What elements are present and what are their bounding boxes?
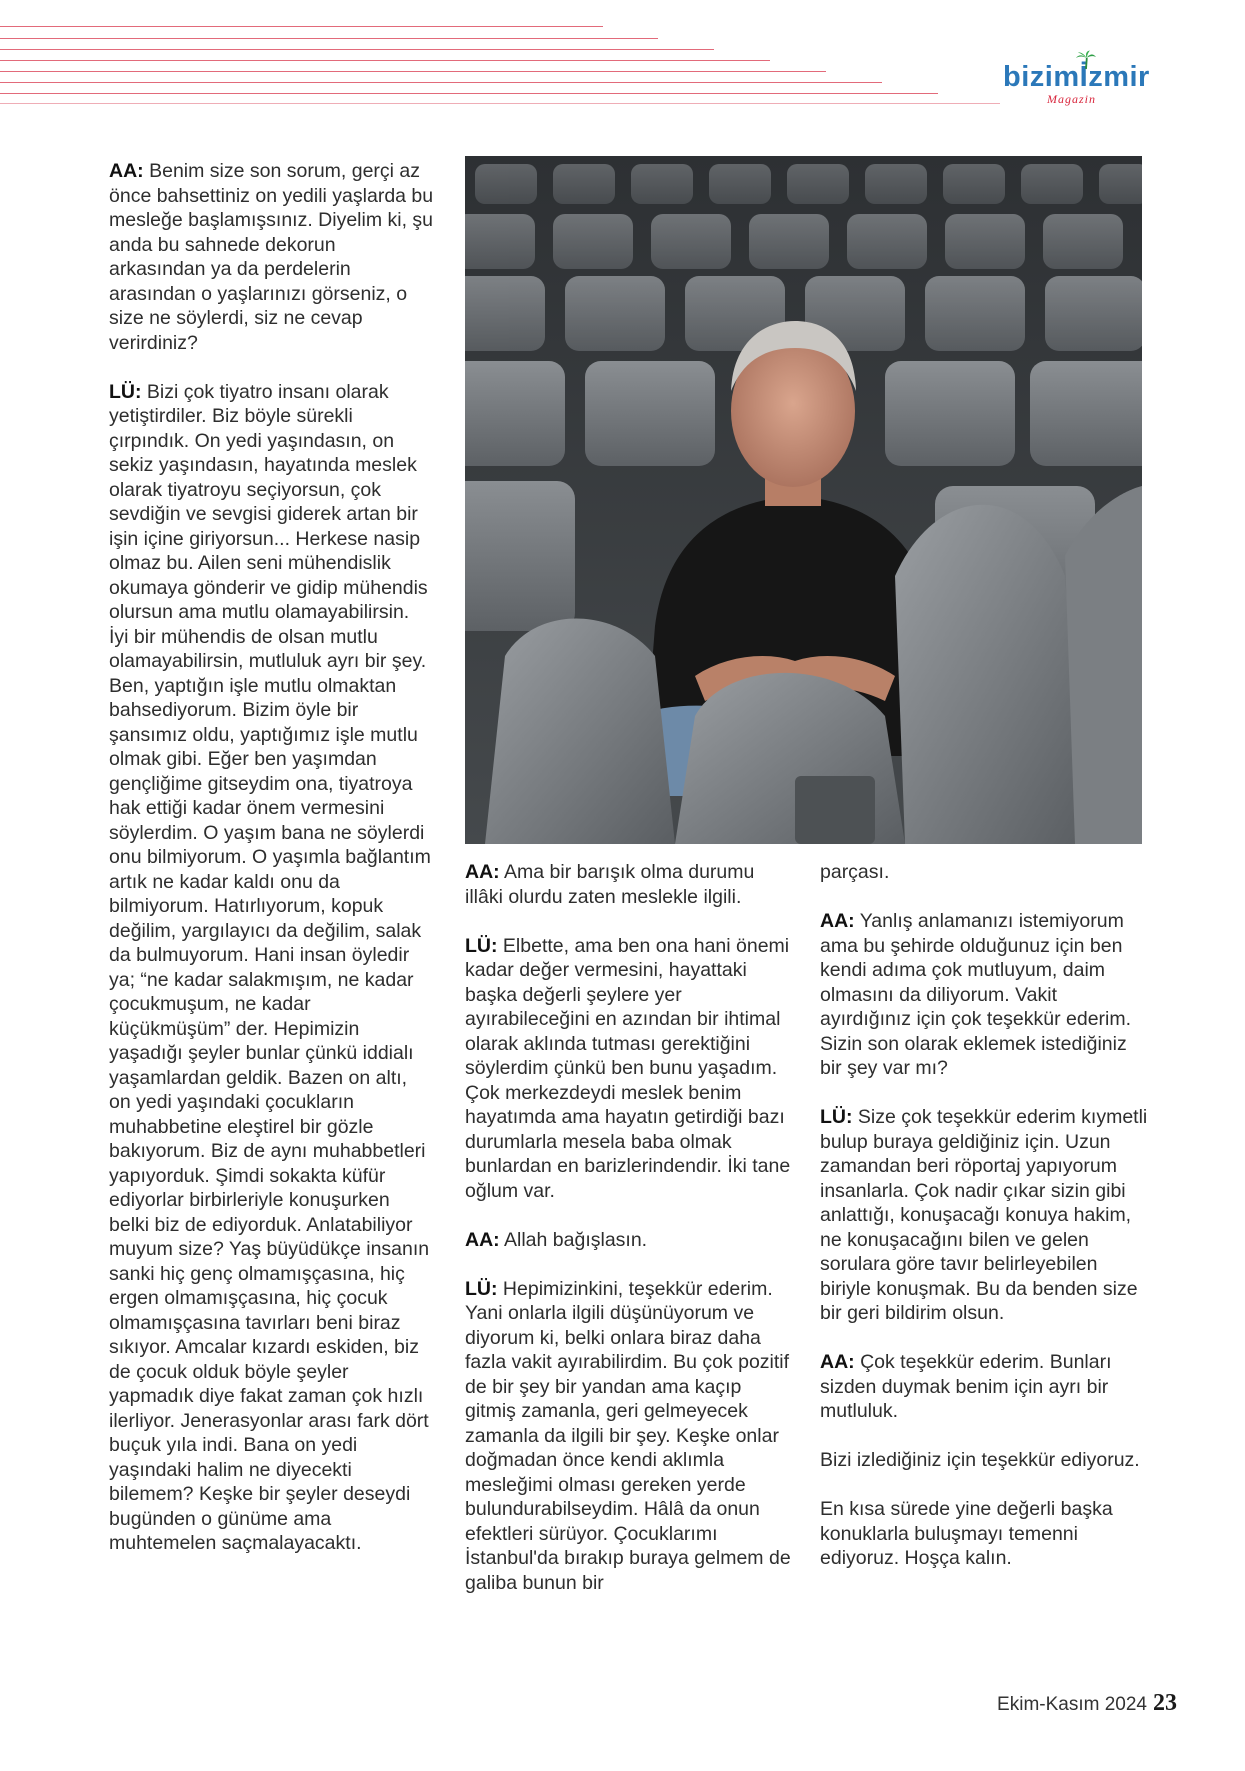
page-number: 23: [1153, 1690, 1177, 1716]
article-column-2: [465, 860, 795, 1595]
paragraph: [820, 860, 1150, 885]
paragraph-text: Bizi çok tiyatro insanı olarak yetiştirdiler. Biz böyle sürekli çırpındık. On yedi yaşındasın, on sekiz yaşındasın, hayatında meslek olarak tiyatroyu seçiyorsun, çok sevdiğin ve sevgisi giderek artan bir işin içine giriyorsun... Herkese nasip olmaz bu. Ailen seni mühendislik okumaya gönderir ve gidip mühendis olursun ama mutlu olamayabilirsin. İyi bir mühendis de olsan mutlu olamayabilirsin, mutluluk ayrı bir şey. Ben, yaptığın işle mutlu olmaktan bahsediyorum. Bizim öyle bir şansımız oldu, yaptığımız işle mutlu olmak gibi. Eğer ben yaşımdan gençliğime gitseydim ona, tiyatroya hak ettiği kadar önem vermesini söylerdim. O yaşım bana ne söylerdi onu bilmiyorum. O yaşımla bağlantım artık ne kadar kaldı onu da bilmiyorum. Hatırlıyorum, kopuk değilim, yargılayıcı da değilim, salak da bulmuyorum. Hani insan öyledir ya; “ne kadar salakmışım, ne kadar çocukmuşum, ne kadar küçükmüşüm” der. Hepimizin yaşadığı şeyler bunlar çünkü iddialı yaşamlardan geldik. Bazen on altı, on yedi yaşındaki çocukların muhabbetine eleştirel bir gözle bakıyorum. Biz de aynı muhabbetleri yapıyorduk. Şimdi sokakta küfür ediyorlar birbirleriyle konuşurken belki biz de ediyorduk. Anlatabiliyor muyum size? Yaş büyüdükçe insanın sanki hiç genç olmamışçasına, hiç ergen olmamışçasına, hiç çocuk olmamışçasına tavırları beni biraz sıkıyor. Amcalar kızardı eskiden, biz de çocuk olduk böyle şeyler yapmadık diye fakat zaman çok hızlı ilerliyor. Jenerasyonlar arası fark dört buçuk yıla indi. Bana on yedi yaşındaki halim ne diyecekti bilemem? Keşke bir şeyler deseydi bugünden o günüme ama muhtemelen saçmalayacaktı.: [109, 380, 431, 1554]
paragraph-text: Çok teşekkür ederim. Bunları sizden duymak benim için ayrı bir mutluluk.: [820, 1351, 1112, 1422]
paragraph-text: parçası.: [820, 861, 890, 883]
speaker-label: AA:: [820, 910, 855, 932]
paragraph: [465, 860, 795, 909]
page-footer: [997, 1690, 1177, 1717]
stripe: [0, 82, 882, 83]
stripe: [0, 93, 938, 94]
speaker-label: AA:: [109, 160, 144, 182]
article-column-3: [820, 860, 1150, 1571]
stripe: [0, 38, 658, 39]
paragraph-text: Size çok teşekkür ederim kıymetli bulup buraya geldiğiniz için. Uzun zamandan beri röportaj yapıyorum insanlarla. Çok nadir çıkar sizin gibi anlattığı, konuşacağı konuya hakim, ne konuşacağını bilen ve gelen sorulara göre tavır belirleyebilen biriyle konuşmak. Bu da benden size bir geri bildirim olsun.: [820, 1106, 1148, 1324]
paragraph: [109, 380, 434, 1556]
speaker-label: AA:: [465, 861, 500, 883]
palm-tree-icon: [1075, 50, 1097, 70]
speaker-label: AA:: [820, 1351, 855, 1373]
paragraph: [820, 1448, 1150, 1473]
stripe: [0, 49, 714, 50]
logo-i: [1080, 62, 1089, 92]
paragraph-text: Hepimizinkini, teşekkür ederim. Yani onlarla ilgili düşünüyorum ve diyorum ki, belki onlara biraz daha fazla vakit ayırabilirdim. Bu çok pozitif de bir şey bir yandan ama kaçıp gitmiş zamanla, geri gelmeyecek zamanla da ilgili bir şey. Keşke onlar doğmadan önce kendi aklımla mesleğimi olması gereken yerde bulundurabilseydim. Hâlâ da onun efektleri sürüyor. Çocuklarımı İstanbul'da bırakıp buraya gelmem de galiba bunun bir: [465, 1277, 791, 1594]
paragraph-text: Allah bağışlasın.: [499, 1228, 648, 1251]
stripe: [0, 60, 770, 61]
stripe: [0, 103, 1000, 104]
paragraph: [465, 1277, 795, 1596]
paragraph-text: En kısa sürede yine değerli başka konuklarla buluşmayı temenni ediyoruz. Hoşça kalın.: [820, 1498, 1113, 1569]
portrait-photo: [465, 156, 1142, 844]
paragraph-text: Elbette, ama ben ona hani önemi kadar değer vermesini, hayattaki başka değerli şeylere yer ayırabileceğini en azından bir ihtimal olarak aklında tutması gerektiğini söylerdim çünkü ben bunu yaşadım. Çok merkezdeydi meslek benim hayatımda ama hayatın getirdiği bazı durumlarla mesela baba olmak bunlardan en barizlerindendir. İki tane oğlum var.: [465, 934, 791, 1202]
stripe: [0, 71, 826, 72]
paragraph: [109, 159, 434, 355]
speaker-label: LÜ:: [465, 1277, 498, 1300]
paragraph: [820, 1105, 1150, 1326]
paragraph: [820, 1497, 1150, 1571]
paragraph: [465, 1228, 795, 1253]
logo-tagline: Magazin: [1047, 92, 1096, 106]
brand-logo: [1003, 62, 1153, 112]
logo-text-right: zmir: [1088, 61, 1150, 93]
logo-text-left: bizim: [1003, 61, 1080, 93]
logo-wordmark: [1003, 62, 1153, 92]
paragraph: [820, 909, 1150, 1081]
stripe: [0, 26, 603, 27]
photo-illustration: [465, 156, 1142, 844]
paragraph-text: Ama bir barışık olma durumu illâki olurdu zaten meslekle ilgili.: [465, 861, 755, 908]
article-column-1: [109, 159, 434, 1556]
speaker-label: LÜ:: [465, 934, 498, 957]
speaker-label: AA:: [465, 1228, 500, 1251]
paragraph: [820, 1350, 1150, 1424]
paragraph-text: Yanlış anlamanızı istemiyorum ama bu şehirde olduğunuz için ben kendi adıma çok mutluyum, daim olmasını da diliyorum. Vakit ayırdığınız için çok teşekkür ederim. Sizin son olarak eklemek istediğiniz bir şey var mı?: [820, 910, 1132, 1079]
paragraph-text: Bizi izlediğiniz için teşekkür ediyoruz.: [820, 1449, 1140, 1471]
issue-date: Ekim-Kasım 2024: [997, 1694, 1147, 1715]
speaker-label: LÜ:: [820, 1106, 853, 1128]
logo-text-i: İ: [1079, 61, 1089, 93]
paragraph-text: Benim size son sorum, gerçi az önce bahsettiniz on yedili yaşlarda bu mesleğe başlamışsınız. Diyelim ki, şu anda bu sahnede dekorun arkasından ya da perdelerin arasından o yaşlarınızı görseniz, o size ne söylerdi, siz ne cevap verirdiniz?: [109, 160, 434, 354]
header-stripes: [0, 0, 1000, 110]
speaker-label: LÜ:: [109, 380, 142, 403]
paragraph: [465, 934, 795, 1204]
